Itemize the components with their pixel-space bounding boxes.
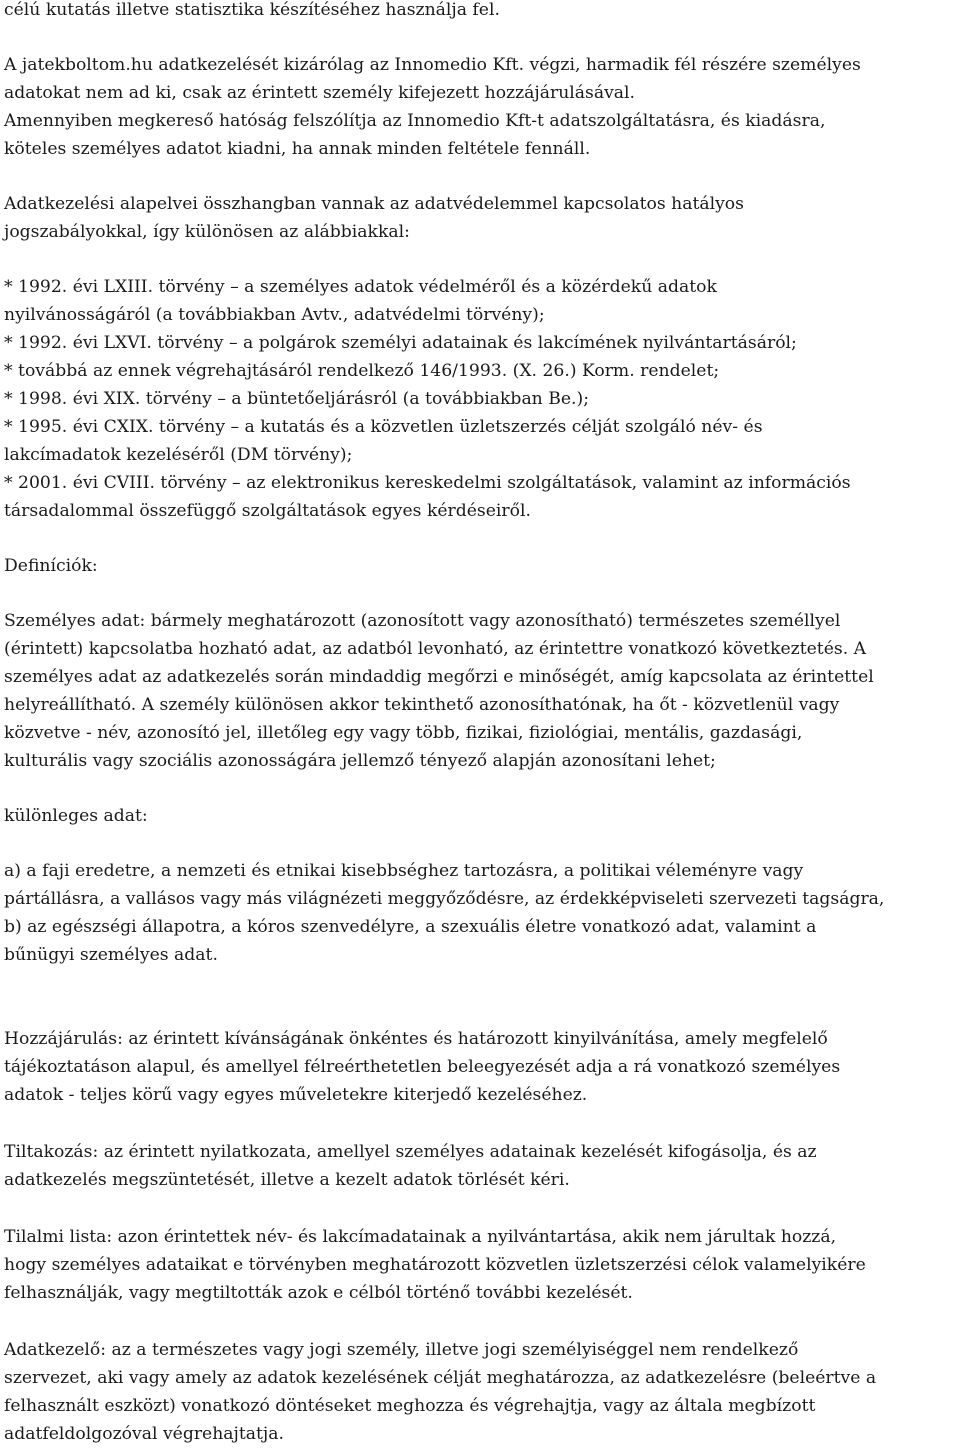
text-line: pártállásra, a vallásos vagy más világnézeti meggyőződésre, az érdekképviseleti szervezeti tagságra,: [4, 889, 885, 909]
third-party-paragraph: [4, 51, 954, 163]
law-item-line: lakcímadatok kezeléséről (DM törvény);: [4, 445, 353, 465]
document-page: [4, 0, 954, 1448]
law-item-line: * 1998. évi XIX. törvény – a büntetőeljárásról (a továbbiakban Be.);: [4, 389, 589, 409]
text-line: köteles személyes adatot kiadni, ha annak minden feltétele fennáll.: [4, 139, 591, 159]
text-line: felhasznált eszközt) vonatkozó döntéseket meghozza és végrehajtja, vagy az általa megbízott: [4, 1396, 816, 1416]
laws-list: [4, 273, 954, 525]
text-line: (érintett) kapcsolatba hozható adat, az adatból levonható, az érintettre vonatkozó következtetés. A: [4, 639, 867, 659]
law-item-line: * 1992. évi LXIII. törvény – a személyes adatok védelméről és a közérdekű adatok: [4, 277, 717, 297]
text-line: Amennyiben megkereső hatóság felszólítja az Innomedio Kft-t adatszolgáltatásra, és kiadásra,: [4, 111, 826, 131]
text-line: Tilalmi lista: azon érintettek név- és lakcímadatainak a nyilvántartása, akik nem járultak hozzá,: [4, 1227, 837, 1247]
text-line: Személyes adat: bármely meghatározott (azonosított vagy azonosítható) természetes személlyel: [4, 611, 841, 631]
text-line: Adatkezelési alapelvei összhangban vannak az adatvédelemmel kapcsolatos hatályos: [4, 194, 744, 214]
paragraph-spacer: [4, 525, 954, 552]
principles-paragraph: [4, 190, 954, 246]
text-line: célú kutatás illetve statisztika készítéséhez használja fel.: [4, 0, 500, 20]
text-line: tájékoztatáson alapul, és amellyel félreérthetetlen beleegyezését adja a rá vonatkozó személyes: [4, 1057, 841, 1077]
personal-data-definition: [4, 607, 954, 775]
text-line: Hozzájárulás: az érintett kívánságának önkéntes és határozott kinyilvánítása, amely megfelelő: [4, 1029, 828, 1049]
text-line: hogy személyes adataikat e törvényben meghatározott közvetlen üzletszerzési célok valamelyikére: [4, 1255, 866, 1275]
law-item-line: * 1995. évi CXIX. törvény – a kutatás és a közvetlen üzletszerzés célját szolgáló név- és: [4, 417, 763, 437]
objection-definition: [4, 1138, 954, 1194]
text-line: kulturális vagy szociális azonosságára jellemző tényező alapján azonosítani lehet;: [4, 751, 716, 771]
text-line: felhasználják, vagy megtiltották azok e célból történő további kezelését.: [4, 1283, 633, 1303]
law-item-line: társadalommal összefüggő szolgáltatások egyes kérdéseiről.: [4, 501, 531, 521]
paragraph-spacer: [4, 1194, 954, 1223]
text-line: szervezet, aki vagy amely az adatok kezelésének célját meghatározza, az adatkezelésre (beleértve a: [4, 1368, 877, 1388]
special-data-definition: [4, 857, 954, 969]
special-data-heading: [4, 802, 954, 830]
law-item-line: nyilvánosságáról (a továbbiakban Avtv., adatvédelmi törvény);: [4, 305, 545, 325]
text-line: adatkezelés megszüntetését, illetve a kezelt adatok törlését kéri.: [4, 1170, 570, 1190]
text-line: Adatkezelő: az a természetes vagy jogi személy, illetve jogi személyiséggel nem rendelkező: [4, 1340, 799, 1360]
paragraph-spacer: [4, 775, 954, 802]
text-line: a) a faji eredetre, a nemzeti és etnikai kisebbséghez tartozásra, a politikai véleményre vagy: [4, 861, 804, 881]
block-list-definition: [4, 1223, 954, 1307]
intro-paragraph: [4, 0, 954, 24]
paragraph-spacer: [4, 1307, 954, 1336]
paragraph-spacer: [4, 1109, 954, 1138]
section-heading: különleges adat:: [4, 806, 148, 826]
text-line: adatokat nem ad ki, csak az érintett személy kifejezett hozzájárulásával.: [4, 83, 635, 103]
text-line: adatfeldolgozóval végrehajtatja.: [4, 1424, 284, 1444]
text-line: A jatekboltom.hu adatkezelését kizárólag az Innomedio Kft. végzi, harmadik fél részére személyes: [4, 55, 861, 75]
section-heading: Definíciók:: [4, 556, 98, 576]
paragraph-spacer: [4, 830, 954, 857]
controller-definition: [4, 1336, 954, 1448]
text-line: b) az egészségi állapotra, a kóros szenvedélyre, a szexuális életre vonatkozó adat, valamint a: [4, 917, 817, 937]
paragraph-spacer: [4, 24, 954, 51]
paragraph-spacer: [4, 580, 954, 607]
consent-definition: [4, 1025, 954, 1109]
law-item-line: * 2001. évi CVIII. törvény – az elektronikus kereskedelmi szolgáltatások, valamint az információs: [4, 473, 851, 493]
paragraph-spacer: [4, 163, 954, 190]
text-line: közvetve - név, azonosító jel, illetőleg egy vagy több, fizikai, fiziológiai, mentális, gazdasági,: [4, 723, 803, 743]
text-line: személyes adat az adatkezelés során mindaddig megőrzi e minőségét, amíg kapcsolata az érintettel: [4, 667, 874, 687]
definitions-heading: [4, 552, 954, 580]
paragraph-spacer: [4, 969, 954, 1025]
text-line: helyreállítható. A személy különösen akkor tekinthető azonosíthatónak, ha őt - közvetlenül vagy: [4, 695, 840, 715]
law-item-line: * 1992. évi LXVI. törvény – a polgárok személyi adatainak és lakcímének nyilvántartásáról;: [4, 333, 797, 353]
text-line: jogszabályokkal, így különösen az alábbiakkal:: [4, 222, 410, 242]
law-item-line: * továbbá az ennek végrehajtásáról rendelkező 146/1993. (X. 26.) Korm. rendelet;: [4, 361, 720, 381]
text-line: Tiltakozás: az érintett nyilatkozata, amellyel személyes adatainak kezelését kifogásolja, és az: [4, 1142, 817, 1162]
paragraph-spacer: [4, 246, 954, 273]
text-line: adatok - teljes körű vagy egyes műveletekre kiterjedő kezeléséhez.: [4, 1085, 588, 1105]
text-line: bűnügyi személyes adat.: [4, 945, 218, 965]
